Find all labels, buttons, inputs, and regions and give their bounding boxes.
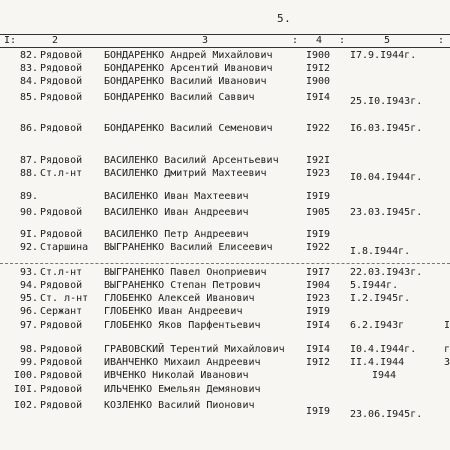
table-row <box>0 266 450 279</box>
row-rank: Рядовой <box>40 320 83 331</box>
table-row <box>0 369 450 382</box>
row-death-date: I0.04.I944г. <box>350 172 423 183</box>
row-birth-year: I900 <box>306 50 331 61</box>
row-rank: Рядовой <box>40 155 83 166</box>
row-birth-year: I92I <box>306 155 331 166</box>
row-number: 82. <box>19 50 38 61</box>
row-birth-year: I923 <box>306 293 331 304</box>
row-name: ИЛЬЧЕНКО Емельян Демянович <box>104 384 261 395</box>
row-birth-year: I9I9 <box>306 306 331 317</box>
table-row <box>0 154 450 167</box>
row-rank: Рядовой <box>40 207 83 218</box>
row-number: 97. <box>19 320 38 331</box>
row-birth-year: I900 <box>306 76 331 87</box>
row-rank: Старшина <box>40 242 89 253</box>
table-row <box>0 292 450 305</box>
row-death-date: I6.03.I945г. <box>350 123 423 134</box>
page-number: 5. <box>277 12 292 25</box>
row-rank: Рядовой <box>40 229 83 240</box>
row-name: ВЫГРАНЕНКО Василий Елисеевич <box>104 242 273 253</box>
row-edge-mark: г <box>444 344 450 355</box>
table-row <box>0 49 450 62</box>
table-row <box>0 279 450 292</box>
table-row <box>0 75 450 88</box>
header-col-3: 3 <box>202 35 209 46</box>
row-birth-year: I9I9 <box>306 191 331 202</box>
row-rank: Рядовой <box>40 92 83 103</box>
row-birth-year: I922 <box>306 242 331 253</box>
row-name: КОЗЛЕНКО Василий Пионович <box>104 400 255 411</box>
row-birth-year: I9I9 <box>306 229 331 240</box>
row-number: I0I. <box>13 384 38 395</box>
row-number: 90. <box>19 207 38 218</box>
table-row <box>0 356 450 369</box>
row-name: ГЛОБЕНКО Алексей Иванович <box>104 293 255 304</box>
table-row <box>0 228 450 241</box>
header-col-5: 5 <box>384 35 391 46</box>
row-death-date: 6.2.I943г <box>350 320 405 331</box>
row-number: 88. <box>19 168 38 179</box>
row-name: ВЫГРАНЕНКО Степан Петрович <box>104 280 261 291</box>
row-death-date: 23.03.I945г. <box>350 207 423 218</box>
row-number: 94. <box>19 280 38 291</box>
row-number: I00. <box>13 370 38 381</box>
row-name: БОНДАРЕНКО Андрей Михайлович <box>104 50 273 61</box>
row-number: 96. <box>19 306 38 317</box>
row-name: ВАСИЛЕНКО Иван Махтеевич <box>104 191 249 202</box>
row-number: 95. <box>19 293 38 304</box>
row-rank: Рядовой <box>40 357 83 368</box>
header-separator-1: : <box>292 35 299 46</box>
row-death-date: 5.I944г. <box>350 280 399 291</box>
row-death-date: 23.06.I945г. <box>350 409 423 420</box>
row-number: 9I. <box>19 229 38 240</box>
row-name: ВЫГРАНЕНКО Павел Оноприевич <box>104 267 267 278</box>
row-rank: Сержант <box>40 306 83 317</box>
row-name: БОНДАРЕНКО Арсентий Иванович <box>104 63 273 74</box>
row-death-date: I7.9.I944г. <box>350 50 417 61</box>
row-birth-year: I9I7 <box>306 267 331 278</box>
row-rank: Ст.л-нт <box>40 267 83 278</box>
row-death-date: I944 <box>372 370 397 381</box>
row-name: БОНДАРЕНКО Василий Иванович <box>104 76 267 87</box>
table-row <box>0 241 450 257</box>
row-death-date: 22.03.I943г. <box>350 267 423 278</box>
table-row <box>0 167 450 183</box>
row-birth-year: I9I9 <box>306 406 331 417</box>
table-row <box>0 305 450 318</box>
row-edge-mark: З <box>444 357 450 368</box>
row-death-date: II.4.I944 <box>350 357 405 368</box>
row-death-date: I.2.I945г. <box>350 293 411 304</box>
table-row <box>0 383 450 396</box>
row-number: 93. <box>19 267 38 278</box>
header-separator-2: : <box>339 35 346 46</box>
row-death-date: 25.I0.I943г. <box>350 96 423 107</box>
row-birth-year: I9I4 <box>306 320 331 331</box>
row-name: ВАСИЛЕНКО Дмитрий Махтеевич <box>104 168 267 179</box>
row-name: БОНДАРЕНКО Василий Саввич <box>104 92 255 103</box>
row-number: 85. <box>19 92 38 103</box>
header-col-1: I: <box>4 35 17 46</box>
row-name: ИВЧЕНКО Николай Иванович <box>104 370 249 381</box>
row-rank: Ст. л-нт <box>40 293 89 304</box>
row-rank: Рядовой <box>40 123 83 134</box>
row-name: ГЛОБЕНКО Иван Андреевич <box>104 306 243 317</box>
row-rank: Ст.л-нт <box>40 168 83 179</box>
header-separator-3: : <box>438 35 445 46</box>
table-row <box>0 62 450 75</box>
table-row <box>0 343 450 356</box>
row-rank: Рядовой <box>40 344 83 355</box>
row-name: ВАСИЛЕНКО Василий Арсентьевич <box>104 155 279 166</box>
row-rank: Рядовой <box>40 384 83 395</box>
row-name: ВАСИЛЕНКО Иван Андреевич <box>104 207 249 218</box>
table-row <box>0 319 450 332</box>
row-number: 92. <box>19 242 38 253</box>
row-death-date: I.8.I944г. <box>350 246 411 257</box>
row-name: ГРАВОВСКИЙ Терентий Михайлович <box>104 344 285 355</box>
row-birth-year: I9I2 <box>306 357 331 368</box>
header-col-2: 2 <box>52 35 59 46</box>
row-edge-mark: I <box>444 320 450 331</box>
row-number: 84. <box>19 76 38 87</box>
row-birth-year: I905 <box>306 207 331 218</box>
row-name: ИВАНЧЕНКО Михаил Андреевич <box>104 357 261 368</box>
table-row <box>0 91 450 107</box>
table-row <box>0 122 450 135</box>
table-row <box>0 190 450 203</box>
row-birth-year: I9I4 <box>306 344 331 355</box>
row-birth-year: I922 <box>306 123 331 134</box>
row-name: ВАСИЛЕНКО Петр Андреевич <box>104 229 249 240</box>
table-row <box>0 399 450 420</box>
row-birth-year: I9I4 <box>306 92 331 103</box>
row-number: 86. <box>19 123 38 134</box>
row-rank: Рядовой <box>40 280 83 291</box>
row-birth-year: I904 <box>306 280 331 291</box>
row-birth-year: I923 <box>306 168 331 179</box>
header-col-4: 4 <box>316 35 323 46</box>
row-rank: Рядовой <box>40 76 83 87</box>
row-number: 89. <box>19 191 38 202</box>
row-number: 87. <box>19 155 38 166</box>
row-rank: Рядовой <box>40 370 83 381</box>
row-rank: Рядовой <box>40 50 83 61</box>
row-rank: Рядовой <box>40 400 83 411</box>
row-death-date: I0.4.I944г. <box>350 344 417 355</box>
row-number: 83. <box>19 63 38 74</box>
section-divider <box>0 263 450 264</box>
table-row <box>0 206 450 219</box>
row-number: 99. <box>19 357 38 368</box>
row-number: 98. <box>19 344 38 355</box>
row-number: I02. <box>13 400 38 411</box>
row-name: ГЛОБЕНКО Яков Парфентьевич <box>104 320 261 331</box>
header-top-rule <box>0 34 450 35</box>
row-birth-year: I9I2 <box>306 63 331 74</box>
row-rank: Рядовой <box>40 63 83 74</box>
row-name: БОНДАРЕНКО Василий Семенович <box>104 123 273 134</box>
header-bottom-rule <box>0 47 450 48</box>
